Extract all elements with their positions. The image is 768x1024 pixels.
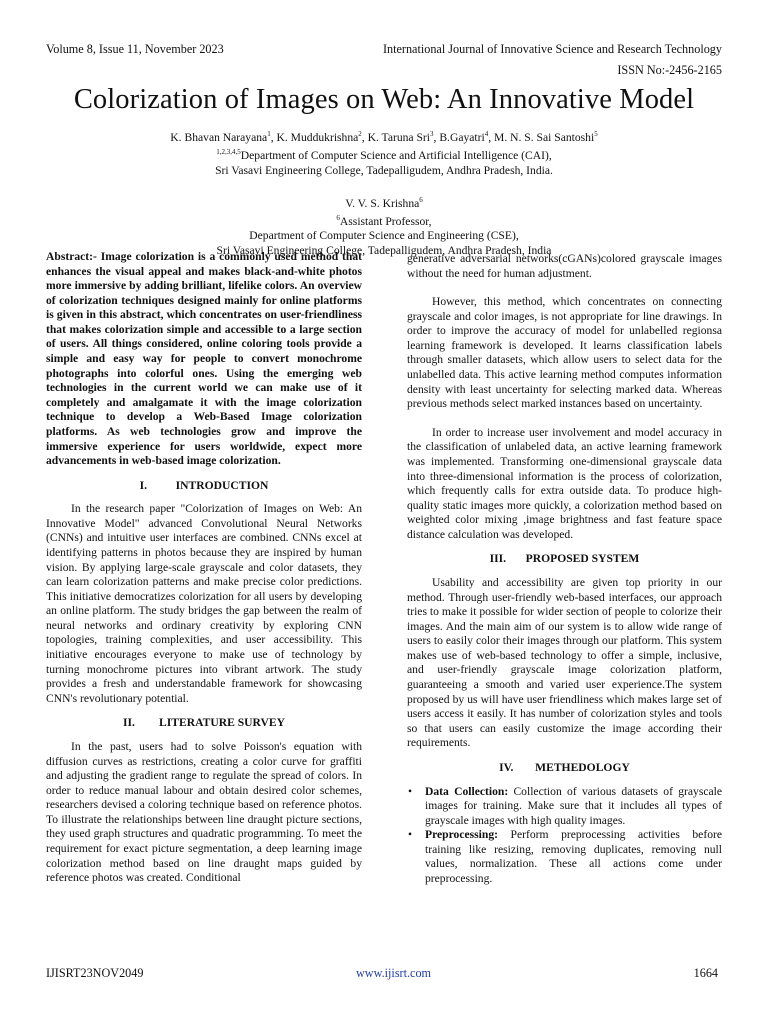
section-heading-methodology: IV. METHEDOLOGY	[499, 760, 630, 774]
second-author-role: $^6$Assistant Professor,	[336, 213, 432, 228]
page-number: 1664	[693, 966, 718, 980]
second-author: V. V. S. Krishna$^6$	[345, 195, 423, 210]
author: K. Bhavan Narayana$^1$,	[170, 130, 277, 144]
affiliation-department: $^{1,2,3,4,5}$Department of Computer Science and Artificial Intelligence (CAI),	[216, 148, 552, 163]
second-author-department: Department of Computer Science and Engineering (CSE),	[249, 229, 519, 243]
author-list	[0, 127, 768, 145]
section-heading-proposed-system: III. PROPOSED SYSTEM	[489, 552, 640, 566]
right-column	[407, 252, 722, 887]
list-item: • Data Collection: Collection of various datasets of grayscale images for training. Make sure that it includes all types of grayscale images with high quality images.	[425, 785, 722, 829]
section-heading-literature-survey: II. LITERATURE SURVEY	[123, 716, 285, 730]
affiliation-college: Sri Vasavi Engineering College, Tadepalligudem, Andhra Pradesh, India.	[215, 163, 553, 177]
abstract: Abstract:- Image colorization is a commonly used method that enhances the visual appeal and makes black-and-white photos more immersive by adding brilliant, lifelike colors. An overview of colorization techniques designed mainly for online platforms is given in this abstract, which concentrates on user-friendliness that makes colorization simple and accessible to a large section of users. All things considered, online coloring tools provide a simple and easy way for people to convert monochrome photographs into colorful ones. Using the emerging web technologies in the current world we can make use of it completely and amalgamate it with the image colorization technique to develop a Web-Based Image colorization platforms. As web technologies grow and improve the immersive experience for users worldwide, expect more advancements in web-based image colorization.	[46, 250, 362, 468]
journal-website-link[interactable]: www.ijisrt.com	[356, 966, 432, 980]
section-heading-introduction: I. INTRODUCTION	[139, 478, 269, 492]
literature-paragraph-3: In order to increase user involvement and model accuracy in the classification of unlabeled data, an active learning framework was implemented. Transforming one-dimensional grayscale data into three-dimensional information is the process of colorization, which frequently calls for extra outside data. To produce high-quality static images more quickly, a colorization method based on weighted color mixing ,image brightness and fast feature space distance calculation was developed.	[407, 425, 722, 541]
methodology-list	[407, 785, 722, 887]
list-item: • Preprocessing: Perform preprocessing activities before training like resizing, removing duplicates, removing null values, normalization. These all actions come under preprocessing.	[425, 828, 722, 886]
volume-info: Volume 8, Issue 11, November 2023	[46, 42, 224, 56]
author: M. N. S. Sai Santoshi$^5$	[494, 130, 598, 144]
author: B.Gayatri$^4$,	[439, 130, 495, 144]
journal-name: International Journal of Innovative Science and Research Technology	[382, 42, 722, 56]
issn: ISSN No:-2456-2165	[617, 63, 722, 77]
literature-survey-text: In the past, users had to solve Poisson's equation with diffusion curves as restrictions, creating a color curve for graffiti and adjusting the gradient range to regulate the spread of colors. In order to reduce manual labour and obtain desired color schemes, researchers devised a coloring technique based on reference photos. To illustrate the relationships between line draught picture sections, they used graph structures and quadratic programming. To meet the requirement for exact picture segmentation, a deep learning image colorization method based on line draught maps guided by reference photos was created. Conditional	[46, 739, 362, 885]
literature-paragraph-2: However, this method, which concentrates on connecting grayscale and color images, is not appropriate for line drawings. In order to improve the accuracy of model for unlabelled regionsa learning framework is developed. It learns classification labels through smaller datasets, which allow users to select data for the unlabelled data. This active learning method computes information density with least uncertainty for selecting marked data. Whereas previous methods select marked instances based on uncertainty.	[407, 295, 722, 411]
proposed-system-text: Usability and accessibility are given top priority in our method. Through user-friendly web-based interfaces, our approach tries to make it possible for wider section of people to colorize their images. And the main aim of our system is to allow wide range of users to easily color their images through our platform. This system makes use of web-based technology to offer a simple, inclusive, and user-friendly grayscale image colorization platform, guaranteeing a smooth and varied user experience.The system proposed by us will have user friendliness which makes large set of users access it easily. It has number of colorization styles and tools so that users can easily customize the image according their requirements.	[407, 575, 722, 750]
author: K. Taruna Sri$^3$,	[367, 130, 440, 144]
author: K. Muddukrishna$^2$,	[276, 130, 368, 144]
paper-title: Colorization of Images on Web: An Innovative Model	[73, 84, 695, 115]
second-author-college: Sri Vasavi Engineering College, Tadepalligudem, Andhra Pradesh, India	[216, 244, 552, 257]
introduction-text: In the research paper "Colorization of Images on Web: An Innovative Model" advanced Convolutional Neural Networks (CNNs) and intuitive user interfaces are combined. CNNs excel at identifying patterns in photos because they are inspired by human vision. By applying large-scale grayscale and color datasets, they can learn colorization patterns and make precise color predictions. This initiative democratizes colorization for all users by developing an online platform. The study bridges the gap between the realm of neural networks and ordinary creativity by exploring CNN topologies, training complexities, and user accessibility. This initiative encourages everyone to make use of technology by turning monochrome pictures into vibrant artwork. The study provides a fresh and understandable framework for showcasing CNN's revolutionary potential.	[46, 502, 362, 705]
literature-continued-text: generative adversarial networks(cGANs)colored grayscale images without the need for human adjustment.	[407, 252, 722, 280]
author-block	[0, 127, 768, 259]
paper-code: IJISRT23NOV2049	[46, 966, 144, 980]
left-column	[46, 250, 362, 886]
